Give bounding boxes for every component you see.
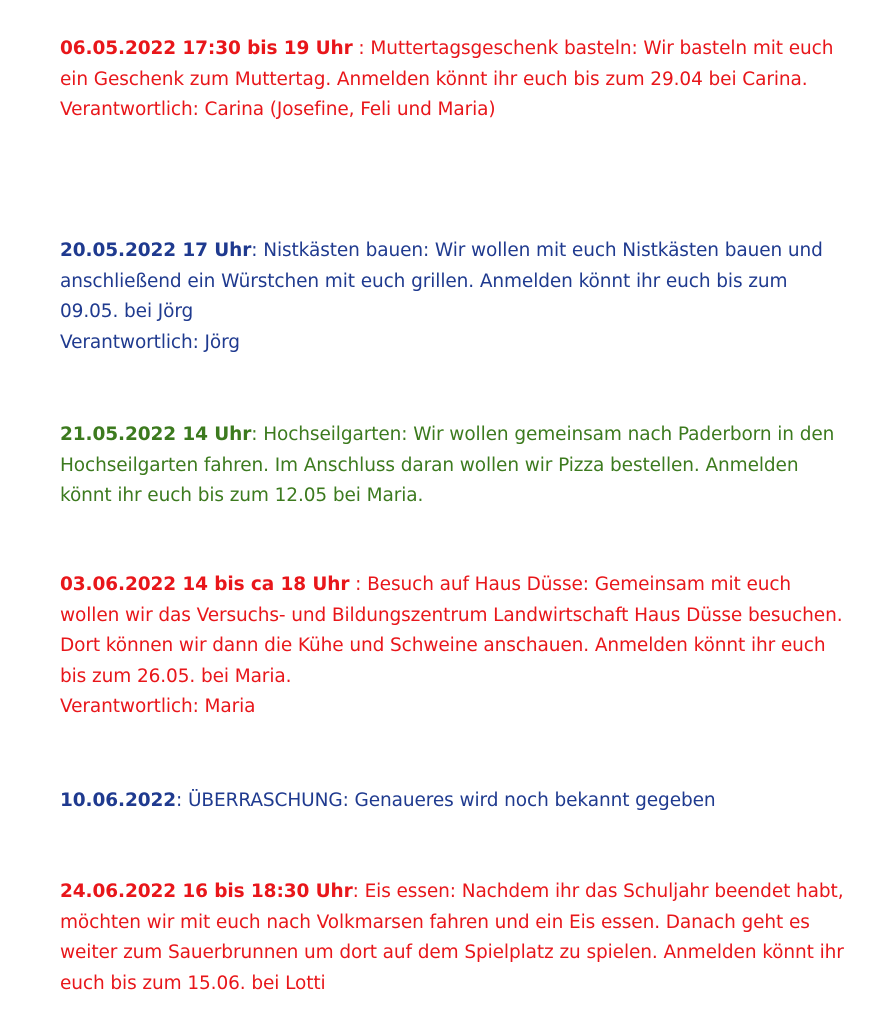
event-date: 21.05.2022 14 Uhr (60, 424, 252, 445)
event-text: Eis essen: Nachdem ihr das Schuljahr beendet habt, möchten wir mit euch nach Volkmarsen fahren und ein Eis essen. Danach geht es weiter zum Sauerbrunnen um dort auf dem Spielplatz zu spielen. Anmelden könnt ihr euch bis zum 15.06. bei Lotti (60, 881, 844, 994)
event-date: 06.05.2022 17:30 bis 19 Uhr (60, 38, 353, 59)
event-item (60, 570, 850, 723)
event-date: 24.06.2022 16 bis 18:30 Uhr (60, 881, 353, 902)
event-text: Hochseilgarten: Wir wollen gemeinsam nach Paderborn in den Hochseilgarten fahren. Im Anschluss daran wollen wir Pizza bestellen. Anmelden könnt ihr euch bis zum 12.05 bei Maria. (60, 424, 835, 506)
event-responsible: Verantwortlich: Maria (60, 696, 256, 717)
event-separator: : (352, 38, 371, 59)
event-description (60, 236, 850, 328)
event-item (60, 877, 850, 999)
event-description (60, 877, 850, 999)
event-separator: : (251, 424, 264, 445)
event-description (60, 34, 850, 95)
event-separator: : (352, 881, 365, 902)
event-text: ÜBERRASCHUNG: Genaueres wird noch bekannt gegeben (187, 790, 716, 811)
event-date: 20.05.2022 17 Uhr (60, 240, 252, 261)
event-text: Muttertagsgeschenk basteln: Wir basteln mit euch ein Geschenk zum Muttertag. Anmelden könnt ihr euch bis zum 29.04 bei Carina. (60, 38, 834, 90)
event-responsible: Verantwortlich: Jörg (60, 331, 240, 353)
event-separator: : (349, 574, 368, 595)
event-description (60, 420, 850, 512)
event-description (60, 786, 850, 817)
event-separator: : (251, 240, 264, 261)
event-item (60, 236, 850, 358)
event-item (60, 420, 850, 512)
event-item (60, 34, 850, 126)
event-text: Besuch auf Haus Düsse: Gemeinsam mit euch wollen wir das Versuchs- und Bildungszentrum Landwirtschaft Haus Düsse besuchen. Dort können wir dann die Kühe und Schweine anschauen. Anmelden könnt ihr euch bis zum 26.05. bei Maria. (60, 574, 843, 687)
event-responsible: Verantwortlich: Carina (Josefine, Feli und Maria) (60, 99, 496, 120)
event-item (60, 786, 850, 817)
event-date: 10.06.2022 (60, 790, 177, 811)
event-text: Nistkästen bauen: Wir wollen mit euch Nistkästen bauen und anschließend ein Würstchen mit euch grillen. Anmelden könnt ihr euch bis zum 09.05. bei Jörg (60, 240, 823, 322)
event-separator: : (176, 790, 188, 811)
event-description (60, 570, 850, 692)
event-date: 03.06.2022 14 bis ca 18 Uhr (60, 574, 350, 595)
